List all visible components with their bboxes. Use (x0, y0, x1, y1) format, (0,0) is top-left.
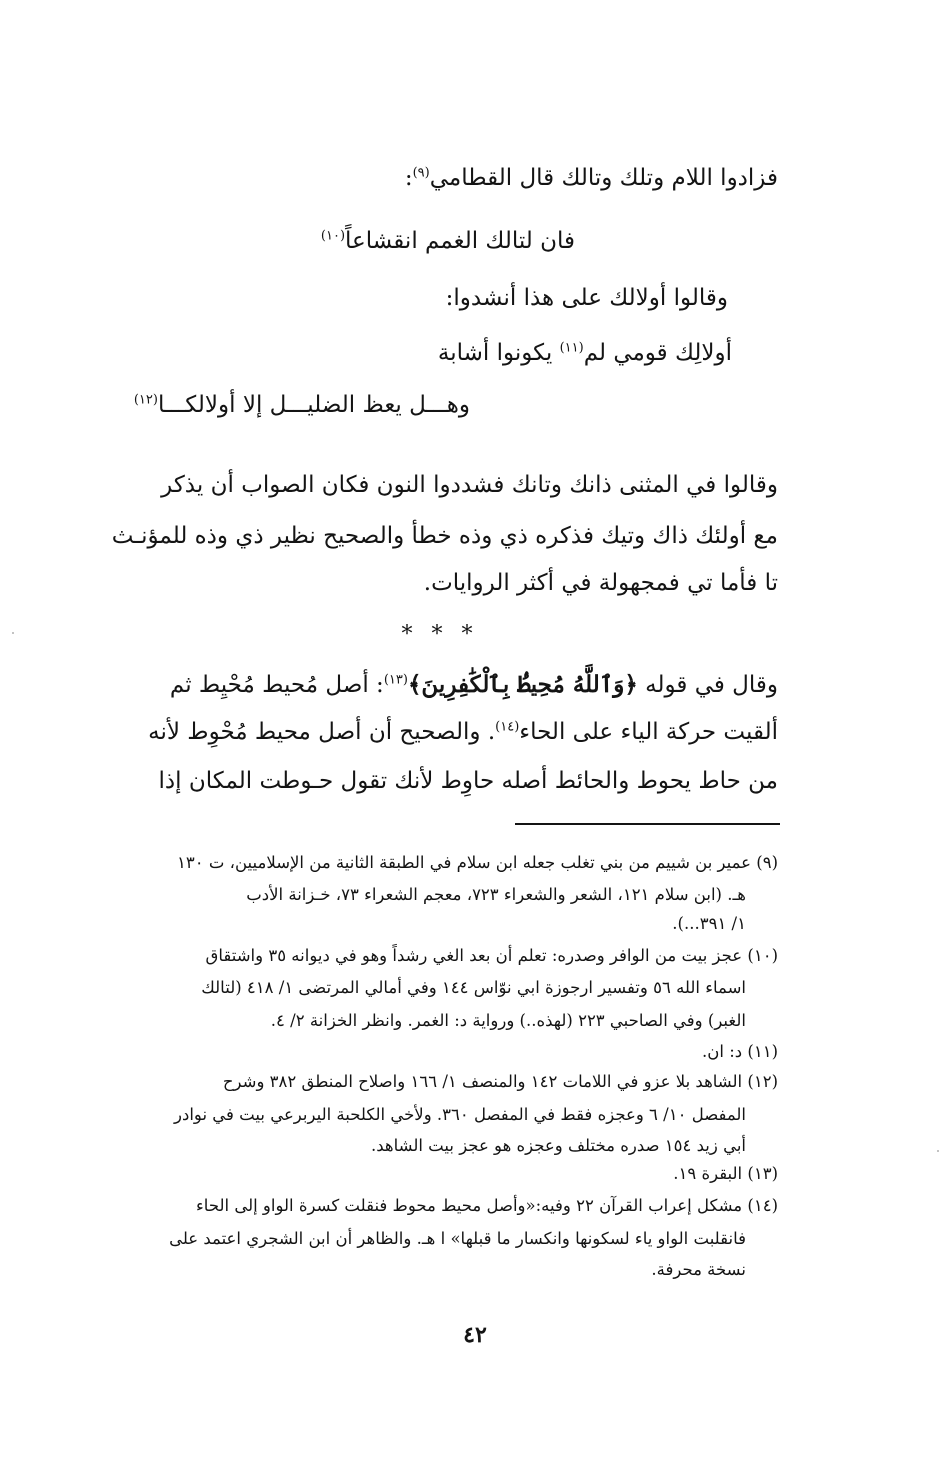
footnote-ref[interactable]: (١١) (559, 340, 584, 356)
body-text: وقال في قوله (645, 672, 778, 698)
footnote-12-line-2: المفصل ١٠/ ٦ وعجزه فقط في المفصل ٣٦٠. ولأخي الكلحبة اليربرعي بيت في نوادر (174, 1105, 746, 1124)
footnote-ref[interactable]: (١٤) (495, 719, 520, 735)
footnote-9-line-2: هـ. (ابن سلام ١٢١، الشعر والشعراء ٧٢٣، معجم الشعراء ٧٣، خـزانة الأدب (246, 885, 746, 904)
verse-text: فان لتالك الغمم انقشاعاً (345, 228, 575, 254)
footnote-12-line-1: (١٢) الشاهد بلا عزو في اللامات ١٤٢ والمنصف ١/ ١٦٦ واصلاح المنطق ٣٨٢ وشرح (222, 1072, 778, 1091)
paragraph-1-line-1: وقالوا في المثنى ذانك وتانك فشددوا النون فكان الصواب أن يذكر (161, 472, 778, 498)
body-text: ألقيت حركة الياء على الحاء (519, 719, 778, 745)
footnote-9-line-1: (٩) عمير بن شييم من بني تغلب جعله ابن سلام في الطبقة الثانية من الإسلاميين، ت ١٣٠ (177, 853, 778, 872)
scan-speck (12, 632, 14, 634)
paragraph-2-line-3: من حاط يحوط والحائط أصله حاوِط لأنك تقول حـوطت المكان إذا (158, 768, 778, 794)
footnote-10-line-1: (١٠) عجز بيت من الوافر وصدره: تعلم أن بعد الغي رشداً وهو في ديوانه ٣٥ واشتقاق (205, 946, 778, 965)
verse-line-1 (321, 228, 575, 254)
footnote-12-line-3: أبي زيد ١٥٤ صدره مختلف وعجزه هو عجز بيت الشاهد. (370, 1136, 746, 1155)
footnote-14-line-3: نسخة محرفة. (651, 1260, 746, 1279)
footnote-ref[interactable]: (١٢) (133, 392, 158, 408)
verse-line-2a (438, 340, 732, 366)
footnote-rule (515, 823, 780, 825)
body-text: فزادوا اللام وتلك وتالك قال القطامي (429, 165, 778, 191)
footnote-10-line-3: الغبر) وفي الصاحبي ٢٢٣ (لهذه..) ورواية د: الغمر. وانظر الخزانة ٢/ ٤. (270, 1011, 746, 1030)
body-line-2 (446, 284, 728, 314)
verse-text: وهـــل يعظ الضليـــل إلا أولالكـــا (157, 392, 470, 418)
footnote-ref[interactable]: (١٣) (383, 672, 408, 688)
footnote-ref[interactable]: (١٠) (320, 228, 346, 244)
footnote-14-line-2: فانقلبت الواو ياء لسكونها وانكسار ما قبلها» ا هـ. والظاهر أن ابن الشجري اعتمد على (169, 1229, 746, 1248)
footnote-10-line-2: اسماء الله ٥٦ وتفسير ارجوزة ابي نوّاس ١٤٤ وفي أمالي المرتضى ١/ ٤١٨ (لتالك (201, 978, 746, 997)
body-text: وقالوا أولالك على هذا أنشدوا: (445, 285, 728, 311)
body-line-1 (405, 164, 778, 194)
quran-verse: ﴿وَٱللَّهُ مُحِيطُۢ بِٱلْكَٰفِرِينَ﴾ (407, 671, 638, 698)
body-text: . والصحيح أن أصل محيط مُحْوِط لأنه (148, 719, 496, 745)
footnote-11: (١١) د: ان. (702, 1042, 778, 1061)
paragraph-2-line-1 (170, 670, 778, 701)
verse-line-2b (134, 392, 470, 418)
verse-text: يكونوا أشابة (437, 340, 553, 366)
footnote-13: (١٣) البقرة ١٩. (673, 1164, 778, 1183)
body-text: : (404, 165, 413, 191)
page-number: ٤٢ (463, 1322, 487, 1348)
paragraph-1-line-3: تا فأما تي فمجهولة في أكثر الروايات. (423, 570, 778, 596)
footnote-14-line-1: (١٤) مشكل إعراب القرآن ٢٢ وفيه:«وأصل محيط محوط فنقلت كسرة الواو إلى الحاء (196, 1196, 778, 1215)
footnote-ref[interactable]: (٩) (412, 165, 430, 181)
scan-speck (937, 1150, 939, 1152)
verse-text: أولالِك قومي لم (583, 340, 732, 366)
body-text: : أصل مُحيط مُحْيِط ثم (169, 672, 384, 698)
section-separator: * * * (401, 622, 479, 647)
paragraph-2-line-2 (148, 718, 778, 748)
footnote-9-line-3: ١/ ٣٩١...). (672, 914, 746, 933)
paragraph-1-line-2: مع أولئك ذاك وتيك فذكره ذي وذه خطأ والصحيح نظير ذي وذه للمؤنـث (111, 523, 778, 549)
